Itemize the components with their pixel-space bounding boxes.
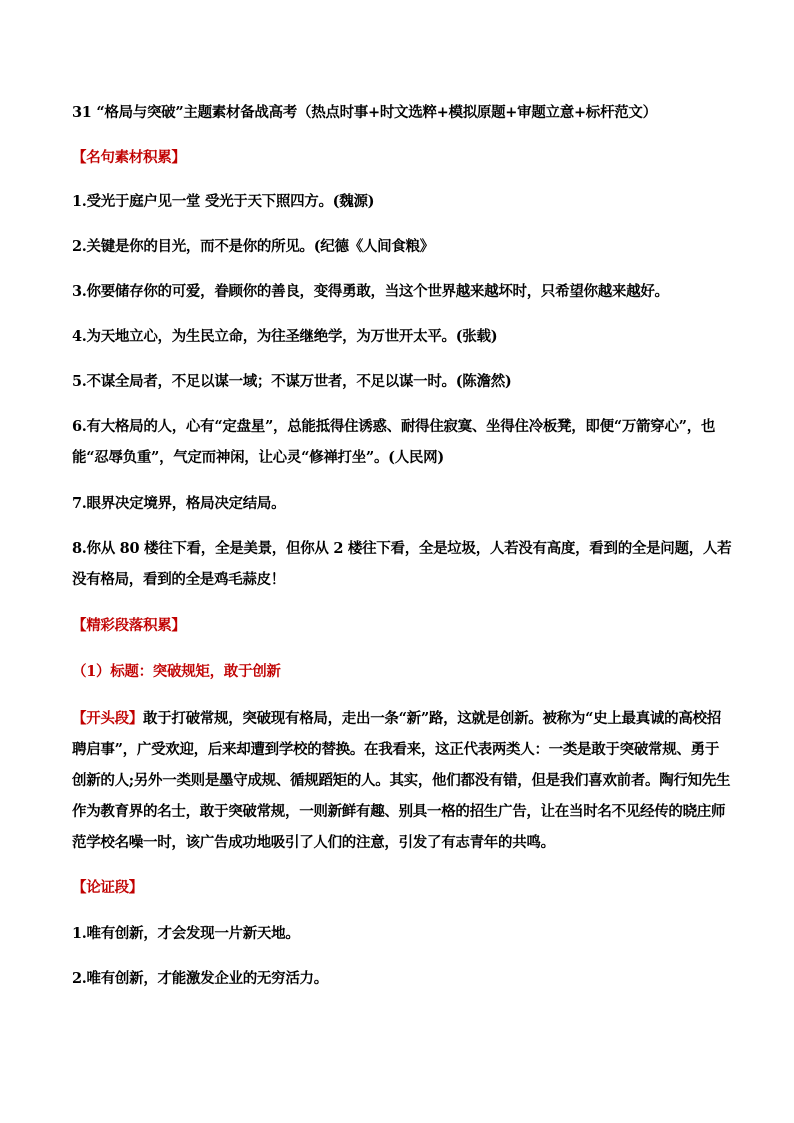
quote-item: 3.你要储存你的可爱，眷顾你的善良，变得勇敢，当这个世界越来越坏时，只希望你越来越好。	[72, 283, 669, 300]
subtitle: （1）标题：突破规矩，敢于创新	[72, 663, 281, 680]
quote-item: 7.眼界决定境界，格局决定结局。	[72, 495, 286, 512]
quote-item: 2.关键是你的目光，而不是你的所见。(纪德《人间食粮》	[72, 238, 434, 255]
section-heading-paragraphs: 【精彩段落积累】	[72, 617, 186, 634]
argument-item: 1.唯有创新，才会发现一片新天地。	[72, 925, 300, 942]
opening-paragraph	[72, 703, 732, 858]
document-title: 31 “格局与突破”主题素材备战高考（热点时事+时文选粹+模拟原题+审题立意+标杆范文）	[72, 104, 657, 121]
quote-item: 6.有大格局的人，心有“定盘星”，总能抵得住诱惑、耐得住寂寞、坐得住冷板凳，即便“万箭穿心”，也能“忍辱负重”，气定而神闲，让心灵“修禅打坐”。(人民网)	[72, 418, 716, 466]
argument-item: 2.唯有创新，才能激发企业的无穷活力。	[72, 970, 328, 987]
quote-item: 5.不谋全局者，不足以谋一域；不谋万世者，不足以谋一时。(陈澹然)	[72, 373, 512, 390]
quote-item: 1.受光于庭户见一堂 受光于天下照四方。(魏源)	[72, 193, 375, 210]
section-heading-argument: 【论证段】	[72, 879, 143, 896]
quote-item: 4.为天地立心，为生民立命，为往圣继绝学，为万世开太平。(张载)	[72, 328, 498, 345]
quote-item: 8.你从 80 楼往下看，全是美景，但你从 2 楼往下看，全是垃圾，人若没有高度，看到的全是问题，人若没有格局，看到的全是鸡毛蒜皮！	[72, 540, 732, 588]
section-heading-quotes: 【名句素材积累】	[72, 149, 186, 166]
opening-tag: 【开头段】	[72, 710, 143, 727]
opening-text: 敢于打破常规，突破现有格局，走出一条“新”路，这就是创新。被称为“史上最真诚的高校招聘启事”，广受欢迎，后来却遭到学校的替换。在我看来，这正代表两类人：一类是敢于突破常规、勇于创新的人;另外一类则是墨守成规、循规蹈矩的人。其实，他们都没有错，但是我们喜欢前者。陶行知先生作为教育界的名士，敢于突破常规，一则新鲜有趣、别具一格的招生广告，让在当时名不见经传的晓庄师范学校名噪一时，该广告成功地吸引了人们的注意，引发了有志青年的共鸣。	[72, 710, 731, 851]
